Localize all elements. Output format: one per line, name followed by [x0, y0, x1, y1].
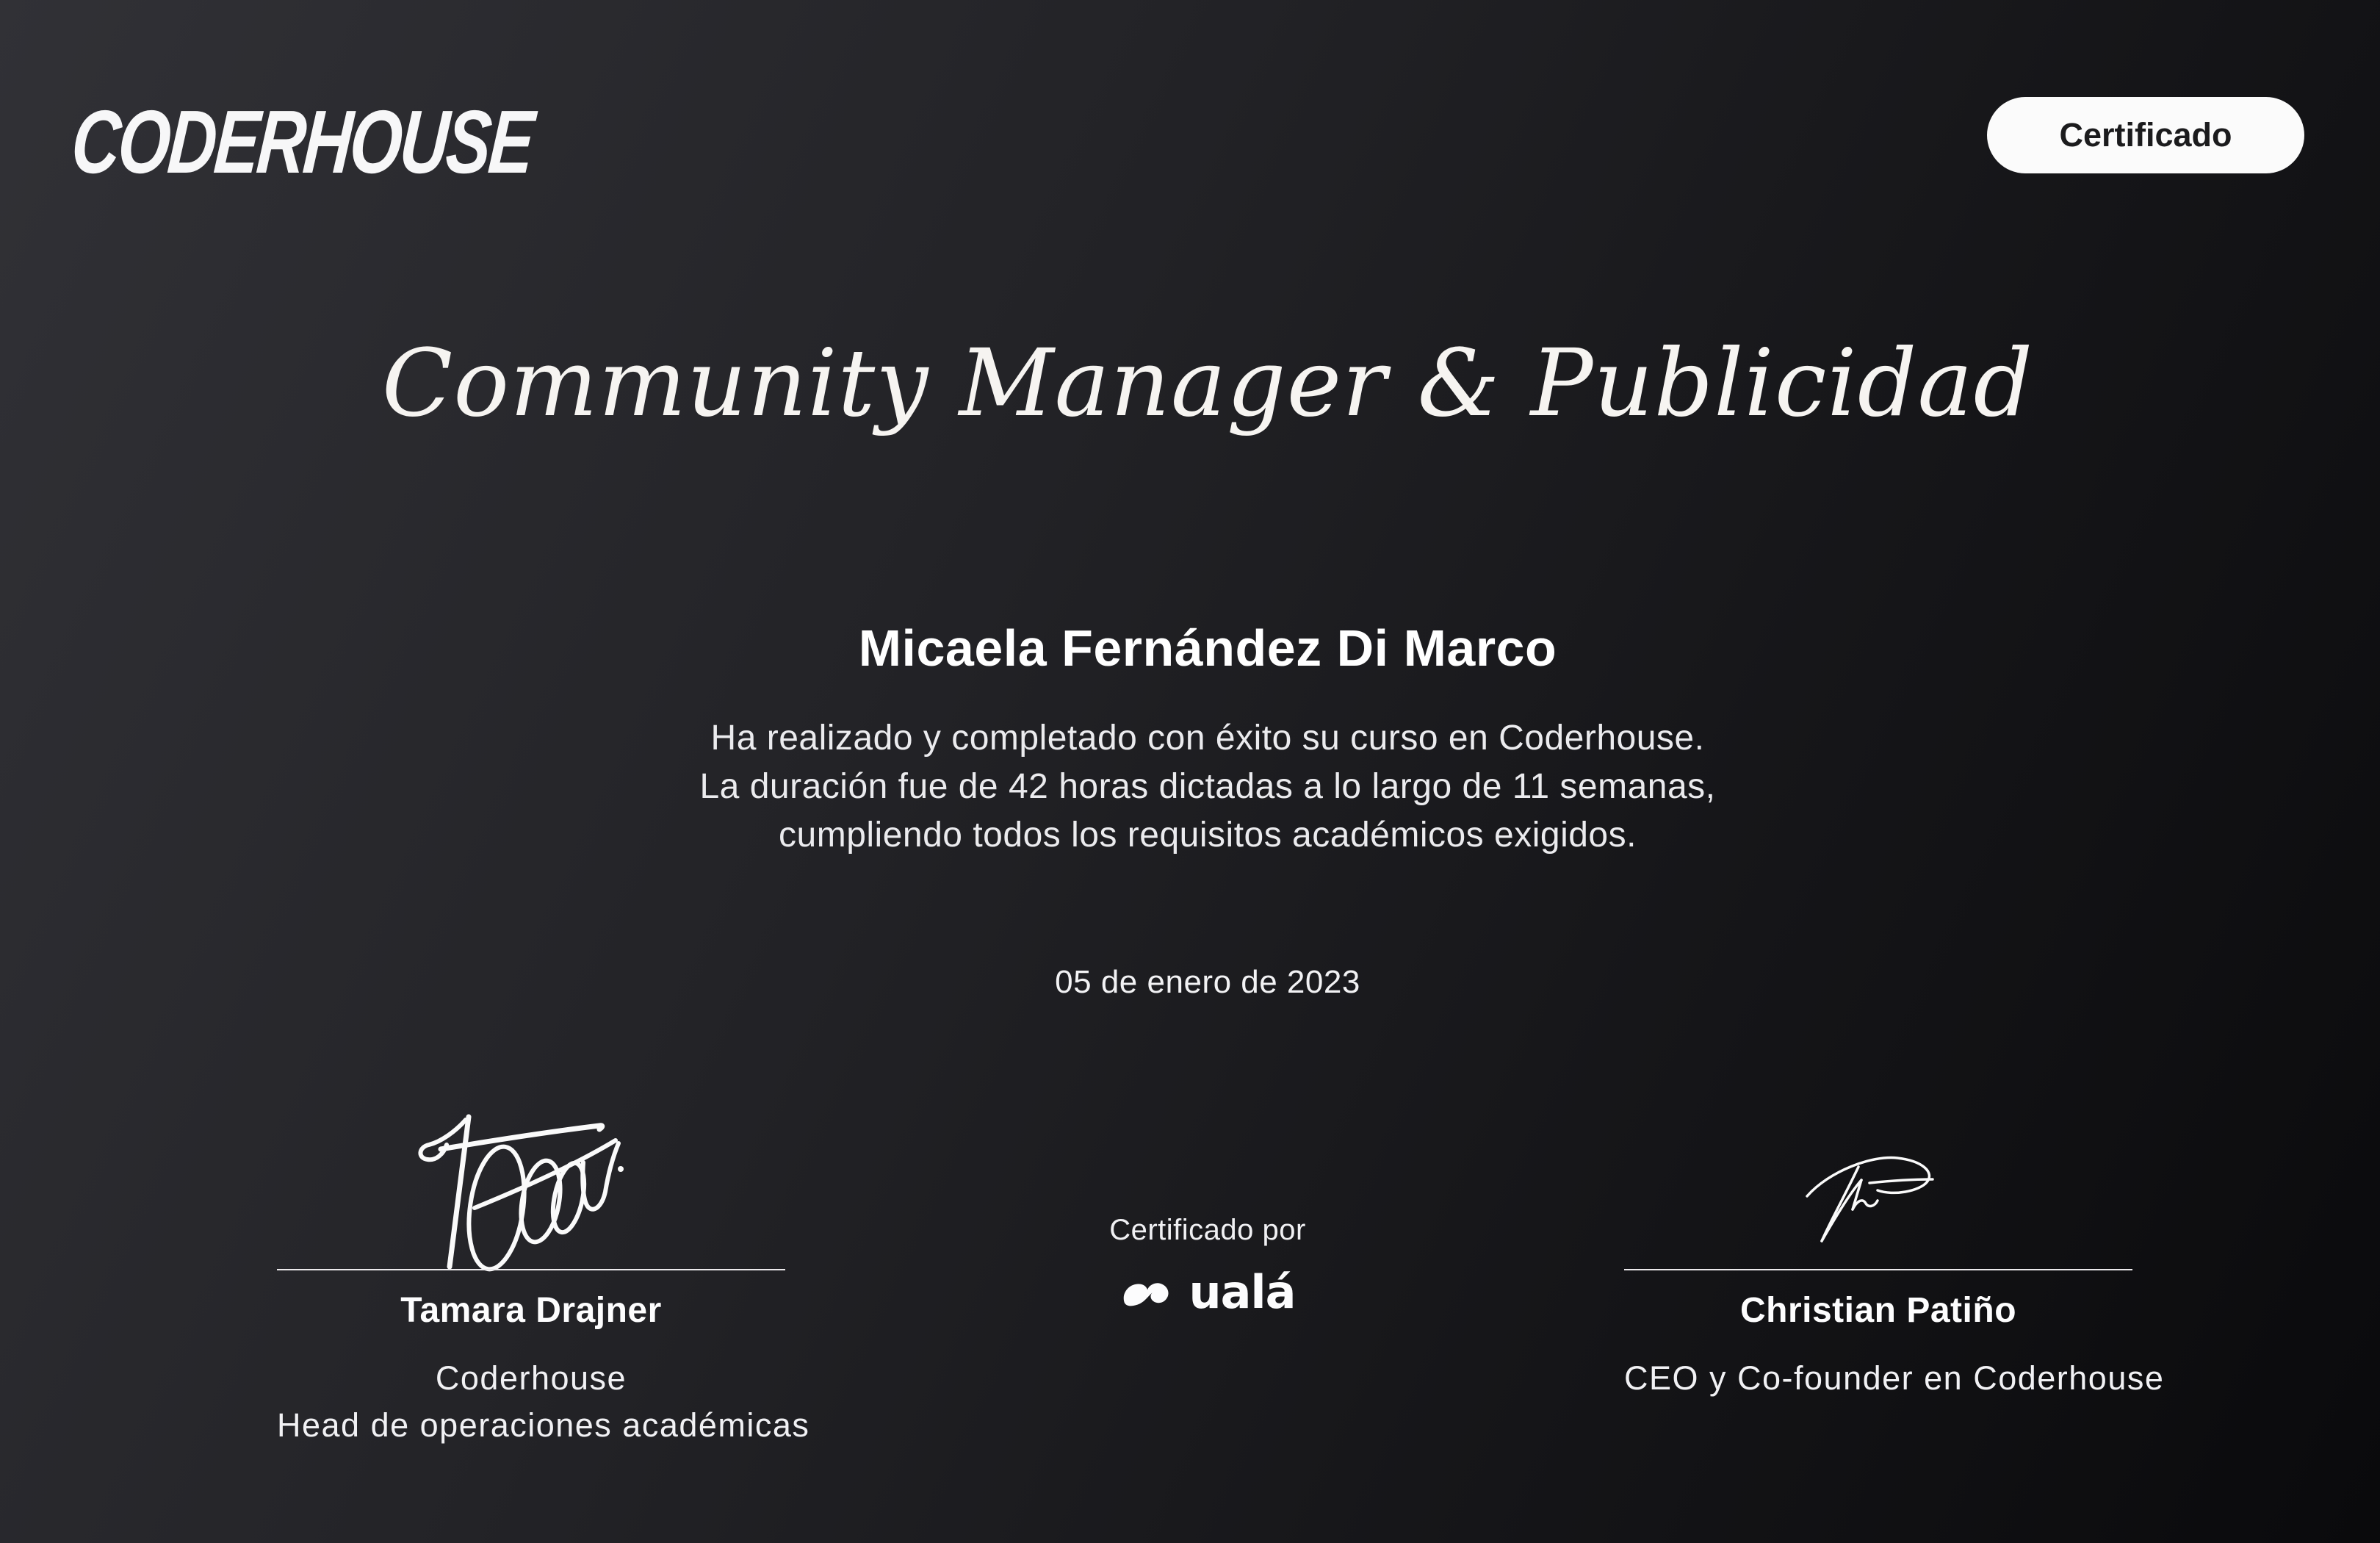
course-title: Community Manager & Publicidad	[381, 329, 2034, 437]
recipient-name: Micaela Fernández Di Marco	[858, 619, 1557, 677]
signatory-right-name: Christian Patiño	[1739, 1291, 2017, 1330]
uala-swoosh-icon	[1119, 1279, 1178, 1310]
signature-line-right	[1624, 1269, 2132, 1270]
uala-wordmark: ualá	[1189, 1265, 1296, 1319]
signatory-left-detail	[277, 1355, 810, 1449]
coderhouse-logo: CODERHOUSE	[68, 92, 536, 192]
certified-by-label: Certificado por	[1109, 1214, 1306, 1246]
christian-signature	[1798, 1148, 1938, 1306]
certificado-badge-label: Certificado	[2059, 116, 2232, 154]
description-line-1: Ha realizado y completado con éxito su curso en Coderhouse.	[710, 719, 1705, 758]
signatory-right-detail	[1624, 1355, 2165, 1402]
signatory-left-name: Tamara Drajner	[400, 1291, 662, 1330]
tamara-signature	[411, 1096, 624, 1276]
signatory-right-role: CEO y Co-founder en Coderhouse	[1624, 1359, 2165, 1397]
signatory-left-org: Coderhouse	[435, 1359, 627, 1397]
signature-line-left	[277, 1269, 785, 1270]
certificado-badge-button[interactable]	[1987, 97, 2304, 173]
description-line-2: La duración fue de 42 horas dictadas a lo largo de 11 semanas,	[699, 767, 1716, 806]
description-line-3: cumpliendo todos los requisitos académicos exigidos.	[779, 816, 1637, 855]
issue-date: 05 de enero de 2023	[1055, 964, 1360, 1000]
signatory-left-role: Head de operaciones académicas	[277, 1406, 810, 1444]
course-description	[35, 714, 2380, 860]
